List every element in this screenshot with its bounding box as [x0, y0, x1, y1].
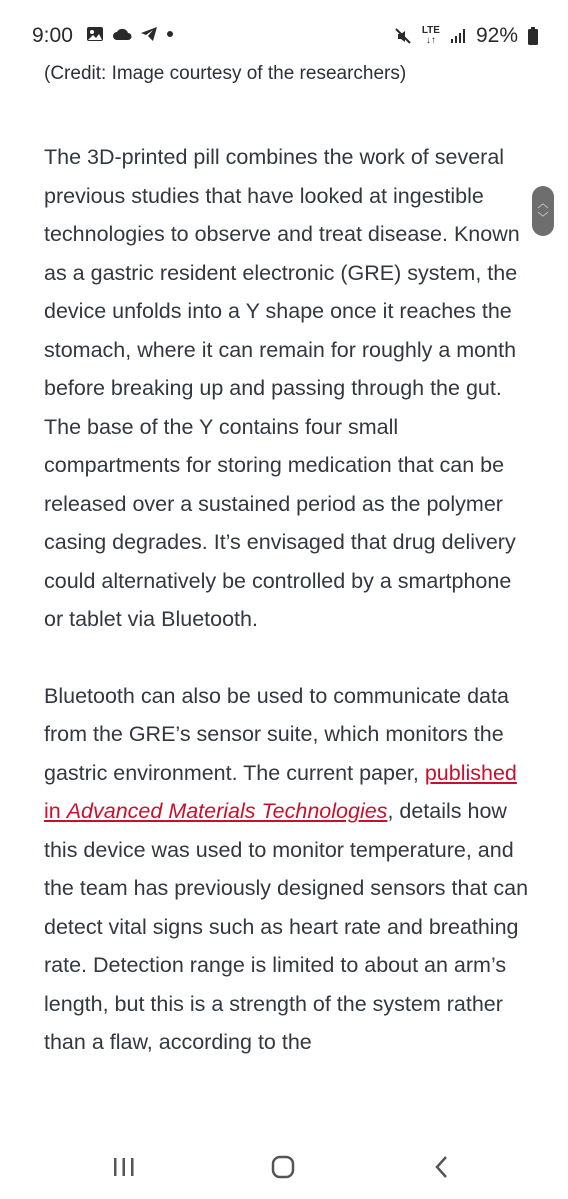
recent-apps-icon — [112, 1156, 136, 1178]
paragraph-2-text-after: , details how this device was used to monitor temperature, and the team has previously designed sensors that can detect vital signs such as heart rate and breathing rate. Detection range is limited to about an arm’s length, but this is a strength of the system rather than a flaw, according to the — [44, 799, 529, 1054]
navigation-bar — [0, 1140, 568, 1199]
signal-icon — [450, 28, 466, 44]
cloud-icon — [112, 27, 132, 41]
chevron-up-icon: ︿ — [537, 198, 549, 210]
fast-scroll-handle[interactable] — [532, 186, 554, 236]
gallery-icon — [86, 26, 104, 42]
paragraph-1: The 3D-printed pill combines the work of several previous studies that have looked at ingestible technologies to observe and treat disease. Known as a gastric resident electronic (GRE) system, the device unfolds into a Y shape once it reaches the stomach, where it can remain for roughly a month before breaking up and passing through the gut. The base of the Y contains four small compartments for storing medication that can be released over a sustained period as the polymer casing degrades. It’s envisaged that drug delivery could alternatively be controlled by a smartphone or tablet via Bluetooth. — [44, 145, 520, 631]
journal-link-prefix: published in — [44, 760, 517, 823]
article-body — [44, 60, 534, 1062]
telegram-icon — [140, 26, 158, 42]
battery-icon — [528, 27, 538, 45]
journal-link-title: Advanced Materials Technologies — [66, 799, 388, 823]
system-status — [394, 24, 538, 48]
recent-apps-button[interactable] — [104, 1152, 144, 1182]
paragraph-2-text-before: Bluetooth can also be used to communicate data from the GRE’s sensor suite, which monitors the gastric environment. The current paper, — [44, 683, 509, 785]
lte-indicator — [422, 26, 440, 46]
chevron-down-icon: ﹀ — [537, 212, 549, 224]
back-chevron-icon — [432, 1155, 452, 1179]
lte-arrows-icon: ↓↑ — [425, 35, 436, 46]
status-time: 9:00 — [32, 24, 73, 47]
lte-label: LTE — [421, 25, 440, 36]
more-dot-icon — [166, 30, 174, 38]
battery-percent: 92% — [475, 24, 518, 47]
home-button[interactable] — [263, 1152, 303, 1182]
mute-icon — [394, 27, 412, 45]
image-credit: (Credit: Image courtesy of the researchers) — [44, 63, 407, 84]
notification-icons — [86, 26, 174, 42]
home-icon — [270, 1154, 296, 1180]
back-button[interactable] — [422, 1152, 462, 1182]
status-bar — [0, 0, 568, 60]
paragraph-2 — [44, 677, 534, 1062]
